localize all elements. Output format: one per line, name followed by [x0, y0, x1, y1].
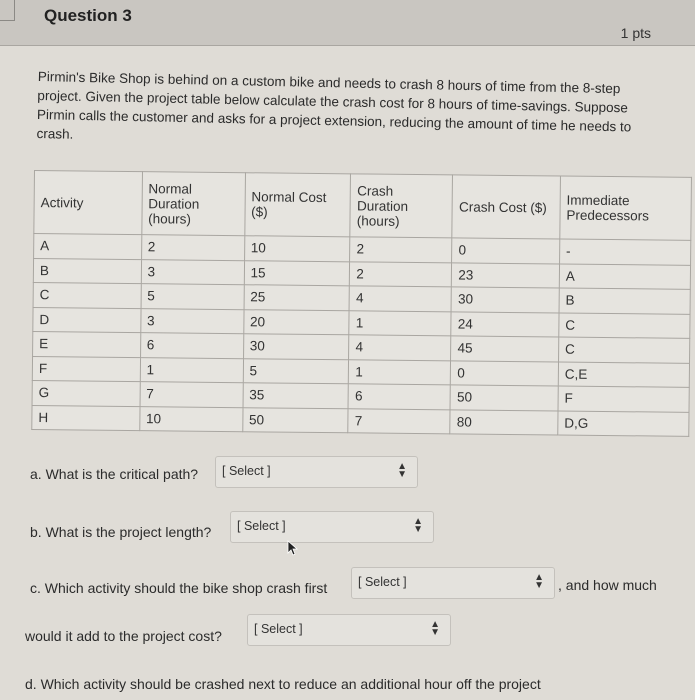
cell-activity: A — [34, 234, 142, 260]
header-predecessors: Immediate Predecessors — [560, 176, 692, 240]
header-crash-duration: Crash Duration (hours) — [350, 174, 453, 238]
cell-normal-cost: 20 — [243, 309, 349, 335]
question-title: Question 3 — [44, 6, 132, 25]
cell-activity: E — [33, 331, 141, 357]
cell-crash-duration: 4 — [349, 335, 451, 361]
header-crash-cost: Crash Cost ($) — [452, 175, 560, 239]
cell-crash-duration: 4 — [349, 286, 451, 312]
select-placeholder: [ Select ] — [237, 519, 286, 533]
cell-normal-cost: 10 — [244, 236, 350, 262]
cell-normal-duration: 3 — [140, 308, 243, 334]
cell-crash-cost: 24 — [451, 311, 559, 337]
cell-predecessors: D,G — [558, 410, 689, 436]
part-c-cost-select[interactable] — [247, 614, 451, 646]
select-arrows-icon: ▲ ▼ — [534, 572, 544, 591]
cell-activity: H — [32, 405, 140, 431]
cell-activity: D — [33, 307, 141, 333]
cell-normal-duration: 3 — [141, 259, 244, 285]
cell-normal-cost: 15 — [244, 260, 350, 286]
part-c-select[interactable] — [351, 567, 555, 599]
question-points: 1 pts — [620, 25, 651, 41]
cell-crash-duration: 2 — [350, 261, 452, 287]
part-a-label: a. What is the critical path? — [30, 466, 199, 482]
part-d-label: d. Which activity should be crashed next to reduce an additional hour off the project — [25, 676, 541, 692]
cell-activity: B — [33, 258, 141, 284]
cell-activity: G — [32, 380, 140, 406]
cell-crash-cost: 45 — [451, 336, 559, 362]
cell-predecessors: C — [558, 337, 689, 363]
select-arrows-icon: ▲ ▼ — [413, 516, 423, 535]
cell-normal-duration: 6 — [140, 333, 243, 359]
cell-normal-cost: 5 — [243, 358, 349, 384]
cell-normal-cost: 50 — [242, 407, 348, 433]
cell-predecessors: C — [559, 313, 690, 339]
cell-predecessors: - — [559, 239, 690, 265]
cell-crash-duration: 7 — [348, 408, 450, 434]
cell-predecessors: C,E — [558, 362, 689, 388]
table-header-row — [34, 171, 692, 241]
part-c-suffix: , and how much — [558, 577, 657, 593]
cell-crash-cost: 0 — [452, 238, 560, 264]
select-arrows-icon: ▲ ▼ — [430, 619, 440, 638]
cell-normal-duration: 2 — [141, 235, 244, 261]
header-normal-cost: Normal Cost ($) — [244, 173, 350, 237]
part-b-select[interactable] — [230, 511, 434, 543]
cell-crash-cost: 50 — [450, 385, 558, 411]
cell-crash-cost: 30 — [451, 287, 559, 313]
part-a-select[interactable] — [215, 456, 418, 488]
cell-normal-duration: 10 — [139, 406, 242, 432]
cell-activity: C — [33, 282, 141, 308]
cell-normal-cost: 25 — [244, 285, 350, 311]
cell-crash-duration: 6 — [348, 384, 450, 410]
cell-activity: F — [32, 356, 140, 382]
cell-normal-duration: 5 — [141, 284, 244, 310]
header-activity: Activity — [34, 171, 142, 235]
part-c-label: c. Which activity should the bike shop crash first — [30, 580, 328, 596]
cell-predecessors: A — [559, 264, 690, 290]
cell-crash-cost: 23 — [452, 262, 560, 288]
cell-crash-duration: 1 — [349, 310, 451, 336]
select-placeholder: [ Select ] — [358, 575, 407, 589]
cell-normal-duration: 7 — [140, 382, 243, 408]
cell-predecessors: F — [558, 386, 689, 412]
select-arrows-icon: ▲ ▼ — [397, 461, 407, 480]
cell-crash-duration: 2 — [350, 237, 452, 263]
cell-normal-duration: 1 — [140, 357, 243, 383]
cell-crash-duration: 1 — [349, 359, 451, 385]
mouse-cursor-icon — [287, 540, 301, 556]
part-c-continuation: would it add to the project cost? — [25, 628, 222, 644]
question-prompt: Pirmin's Bike Shop is behind on a custom bike and needs to crash 8 hours of time from the 8-step project. Given the project table below calculate the crash cost for 8 hours of time-savings. Suppose Pirmin calls the customer and asks for a project extension, reducing the amount of time he needs to crash. — [36, 68, 632, 142]
select-placeholder: [ Select ] — [222, 464, 271, 478]
cell-crash-cost: 0 — [451, 360, 559, 386]
cell-crash-cost: 80 — [450, 409, 558, 435]
project-table — [31, 170, 694, 451]
collapse-arrow-icon[interactable] — [0, 0, 15, 21]
cell-predecessors: B — [559, 288, 690, 314]
cell-normal-cost: 30 — [243, 334, 349, 360]
part-b-label: b. What is the project length? — [30, 524, 212, 540]
header-normal-duration: Normal Duration (hours) — [141, 172, 245, 236]
select-placeholder: [ Select ] — [254, 622, 303, 636]
cell-normal-cost: 35 — [243, 383, 349, 409]
question-header — [0, 0, 695, 46]
